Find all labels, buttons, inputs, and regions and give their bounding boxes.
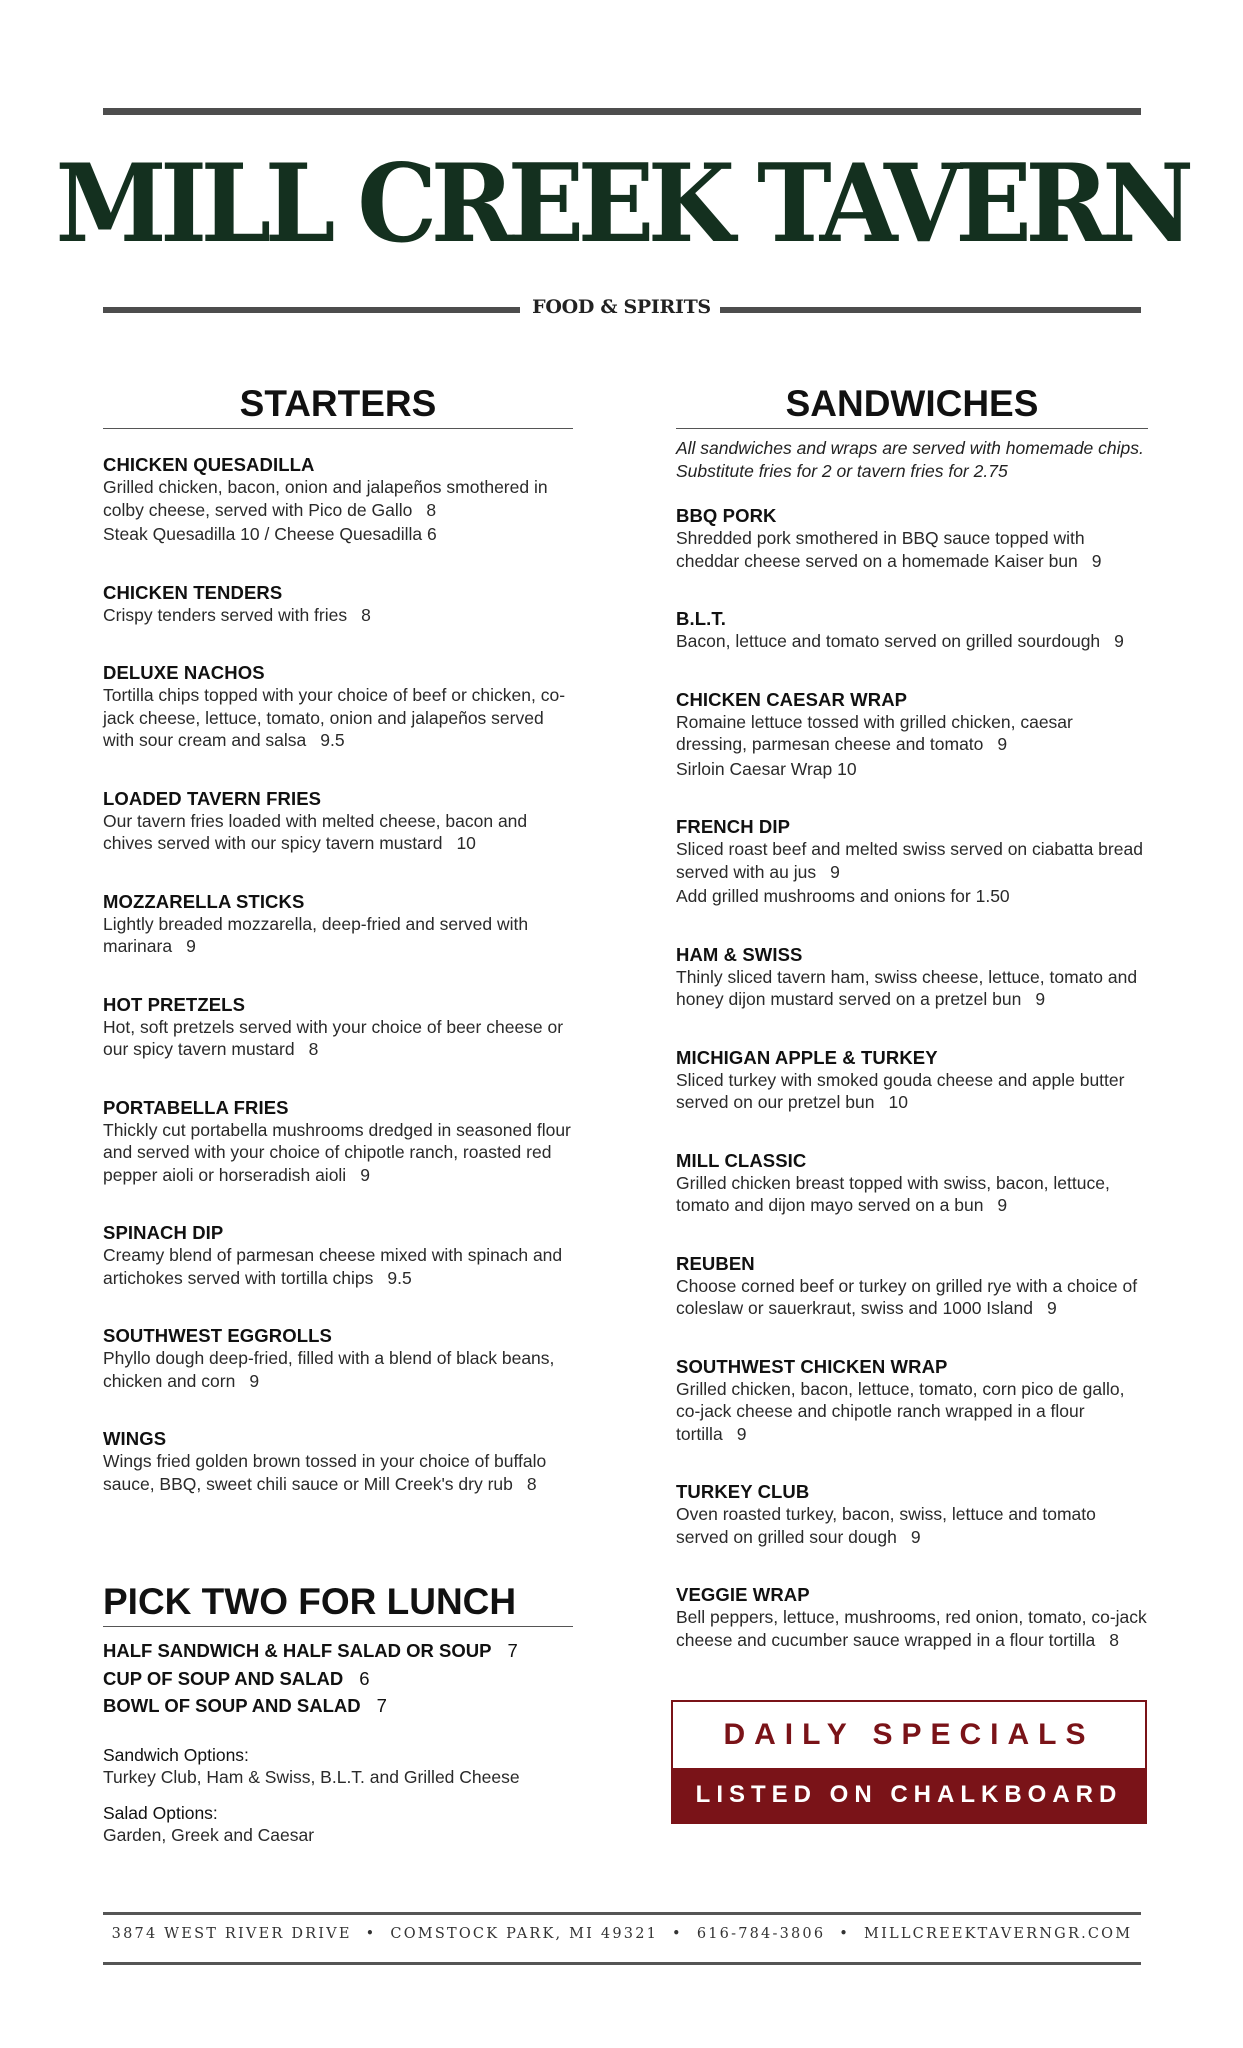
menu-item-name: CHICKEN TENDERS [103,581,283,603]
menu-item-price: 9.5 [320,730,345,750]
menu-item [103,891,573,958]
menu-item-extra: Sirloin Caesar Wrap 10 [676,758,857,779]
lunch-heading: PICK TWO FOR LUNCH [103,1583,573,1627]
menu-item-description [676,1172,1148,1217]
lunch-option-price: 6 [359,1667,370,1689]
menu-item-description-text: Phyllo dough deep-fried, filled with a blend of black beans, chicken and corn [103,1348,555,1391]
menu-item-description [676,630,1148,653]
menu-item-name: REUBEN [676,1252,755,1274]
menu-item-name: MOZZARELLA STICKS [103,890,305,912]
menu-item-price: 9 [1035,989,1046,1009]
menu-item-description-text: Shredded pork smothered in BBQ sauce topped with cheddar cheese served on a homemade Kaiser bun [676,528,1085,571]
salad-options-text: Garden, Greek and Caesar [103,1824,315,1845]
footer-rule-bottom [103,1962,1141,1965]
sandwiches-note: All sandwiches and wraps are served with homemade chips. Substitute fries for 2 or tavern fries for 2.75 [676,438,1144,481]
menu-item [103,788,573,855]
menu-item-price: 9.5 [387,1267,412,1288]
menu-item-name: DELUXE NACHOS [103,662,265,683]
menu-item-description-text: Tortilla chips topped with your choice of beef or chicken, co-jack cheese, lettuce, tomato, onion and jalapeños served with sour cream and salsa [103,685,566,750]
salad-options [103,1802,573,1846]
sandwich-options-label: Sandwich Options: [103,1744,249,1765]
menu-item-description [676,1378,1148,1446]
menu-item-price: 9 [997,1195,1008,1215]
menu-item-name: SPINACH DIP [103,1222,224,1243]
daily-specials-box [671,1700,1147,1824]
menu-item-description-text: Thinly sliced tavern ham, swiss cheese, lettuce, tomato and honey dijon mustard served on a pretzel bun [676,966,1138,1009]
menu-item-price: 8 [526,1473,537,1494]
menu-item [103,1428,573,1495]
lunch-rows [103,1637,573,1720]
menu-item-name: SOUTHWEST EGGROLLS [103,1325,332,1346]
top-rule [103,108,1141,115]
menu-item-description-text: Romaine lettuce tossed with grilled chicken, caesar dressing, parmesan cheese and tomato [676,711,1073,754]
menu-item-price: 9 [736,1423,747,1444]
menu-item [103,994,573,1061]
menu-item-name: TURKEY CLUB [676,1481,810,1502]
menu-item-description [676,1069,1148,1114]
menu-item-price: 9 [1091,550,1102,571]
menu-item-description [676,1606,1148,1651]
lunch-section [103,1583,573,1846]
menu-item-description [103,684,573,752]
menu-item-name: FRENCH DIP [676,816,791,837]
menu-item-description [676,1275,1148,1320]
lunch-option [103,1692,573,1720]
menu-item-extra: Steak Quesadilla 10 / Cheese Quesadilla 6 [103,524,437,544]
menu-item [676,944,1148,1011]
restaurant-title: MILL CREEK TAVERN [55,141,1188,267]
daily-specials-title: DAILY SPECIALS [723,1718,1095,1751]
menu-item [103,1325,573,1392]
menu-item-price: 9 [360,1164,370,1185]
subtitle-rule-left [103,307,520,313]
menu-item-price: 9 [1114,631,1124,651]
menu-item-description-text: Lightly breaded mozzarella, deep-fried and served with marinara [103,913,529,956]
menu-item-description [676,838,1148,883]
menu-item-description-text: Grilled chicken, bacon, onion and jalapeños smothered in colby cheese, served with Pico de Gallo [103,477,548,520]
menu-item-price: 9 [249,1370,260,1391]
menu-item-price: 9 [997,734,1008,754]
menu-item-name: HOT PRETZELS [103,993,246,1015]
lunch-option-name: HALF SANDWICH & HALF SALAD OR SOUP [103,1640,492,1661]
menu-item [676,608,1148,653]
starters-list [103,454,573,1495]
footer-address: 3874 WEST RIVER DRIVE [111,1926,352,1942]
footer-city: COMSTOCK PARK, MI 49321 [390,1926,659,1942]
menu-item-description [103,1119,573,1187]
footer-website: MILLCREEKTAVERNGR.COM [864,1926,1133,1942]
menu-item-description [676,966,1148,1011]
menu-item-description-text: Bacon, lettuce and tomato served on grilled sourdough [676,631,1101,651]
menu-item-extra: Add grilled mushrooms and onions for 1.50 [676,886,1010,906]
menu-item-name: LOADED TAVERN FRIES [103,787,322,809]
menu-item-description-text: Choose corned beef or turkey on grilled rye with a choice of coleslaw or sauerkraut, swiss and 1000 Island [676,1275,1138,1318]
menu-item-description-text: Thickly cut portabella mushrooms dredged in seasoned flour and served with your choice of chipotle ranch, roasted red pepper aioli or horseradish aioli [103,1119,571,1185]
subtitle: FOOD & SPIRITS [532,296,711,318]
menu-item [103,1097,573,1187]
menu-item [676,505,1148,572]
starters-heading: STARTERS [103,385,573,429]
subtitle-row [103,296,1141,324]
lunch-option-price: 7 [376,1695,387,1716]
menu-item-name: CHICKEN QUESADILLA [103,454,315,475]
menu-item-name: SOUTHWEST CHICKEN WRAP [676,1355,948,1377]
menu-item-price: 9 [186,936,196,956]
menu-item-price: 8 [426,499,437,520]
lunch-option [103,1665,573,1693]
menu-item-name: CHICKEN CAESAR WRAP [676,688,908,710]
menu-item-price: 8 [361,604,371,625]
menu-item-description-text: Sliced turkey with smoked gouda cheese and apple butter served on our pretzel bun [676,1069,1125,1112]
menu-item-price: 9 [910,1526,921,1547]
footer-separator: • [365,1926,377,1942]
menu-item-description-text: Grilled chicken, bacon, lettuce, tomato, corn pico de gallo, co-jack cheese and chipotle ranch wrapped in a flour tortilla [676,1378,1125,1444]
menu-item-description [103,1016,573,1061]
menu-item-name: PORTABELLA FRIES [103,1096,289,1118]
menu-item-description-text: Crispy tenders served with fries [103,604,348,625]
menu-item-name: MILL CLASSIC [676,1149,807,1171]
menu-item-price: 10 [456,833,476,853]
menu-item-name: MICHIGAN APPLE & TURKEY [676,1046,938,1068]
sandwiches-list [676,505,1148,1651]
sandwich-options [103,1744,573,1788]
footer-separator: • [839,1926,851,1942]
menu-item-price: 8 [308,1039,319,1059]
menu-item-description [103,1244,573,1289]
lunch-option-name: BOWL OF SOUP AND SALAD [103,1695,361,1716]
sandwiches-section [676,385,1148,1651]
menu-item-description-text: Wings fried golden brown tossed in your choice of buffalo sauce, BBQ, sweet chili sauce or Mill Creek's dry rub [103,1451,547,1494]
menu-item-description [676,527,1148,572]
sandwich-options-text: Turkey Club, Ham & Swiss, B.L.T. and Grilled Cheese [103,1766,520,1787]
menu-item [103,454,573,546]
menu-item-description-text: Grilled chicken breast topped with swiss, bacon, lettuce, tomato and dijon mayo served on a bun [676,1172,1110,1215]
menu-item [676,1253,1148,1320]
menu-item-description-text: Our tavern fries loaded with melted cheese, bacon and chives served with our spicy tavern mustard [103,810,528,853]
footer [103,1926,1141,1942]
starters-section [103,385,573,1495]
menu-item-price: 9 [1047,1298,1057,1318]
menu-item-description [103,1347,573,1392]
subtitle-rule-right [720,307,1141,313]
menu-item-name: B.L.T. [676,608,726,629]
lunch-option-price: 7 [507,1640,518,1661]
menu-item-price: 9 [830,861,840,882]
menu-item-description [103,476,573,521]
lunch-option [103,1637,573,1665]
menu-item-description [103,810,573,855]
menu-item-name: VEGGIE WRAP [676,1584,810,1605]
footer-phone: 616-784-3806 [696,1926,826,1942]
menu-item-description-text: Oven roasted turkey, bacon, swiss, lettuce and tomato served on grilled sour dough [676,1504,1096,1547]
menu-item-description [676,1503,1148,1548]
menu-item [103,1222,573,1289]
menu-item-description [103,604,573,627]
menu-item [676,1150,1148,1217]
footer-separator: • [672,1926,683,1942]
menu-item-description [103,1450,573,1495]
menu-item [676,1047,1148,1114]
footer-rule-top [103,1912,1141,1915]
sandwiches-heading: SANDWICHES [676,385,1148,429]
menu-item [103,662,573,752]
menu-item-description-text: Bell peppers, lettuce, mushrooms, red onion, tomato, co-jack cheese and cucumber sauce wrapped in a flour tortilla [676,1607,1147,1650]
menu-item-name: WINGS [103,1428,167,1449]
menu-item [676,816,1148,908]
menu-item [676,1356,1148,1446]
menu-item [676,689,1148,781]
menu-item-name: HAM & SWISS [676,943,803,965]
menu-item-description-text: Creamy blend of parmesan cheese mixed with spinach and artichokes served with tortilla chips [103,1245,563,1288]
menu-item-name: BBQ PORK [676,505,777,526]
menu-item-description [103,913,573,958]
menu-item-price: 10 [888,1092,908,1112]
menu-item [676,1584,1148,1651]
daily-specials-subtitle: LISTED ON CHALKBOARD [673,1768,1145,1822]
salad-options-label: Salad Options: [103,1802,218,1823]
menu-item-description [676,711,1148,756]
menu-item [103,582,573,627]
menu-item-description-text: Hot, soft pretzels served with your choice of beer cheese or our spicy tavern mustard [103,1016,564,1059]
lunch-option-name: CUP OF SOUP AND SALAD [103,1667,344,1689]
menu-item-description-text: Sliced roast beef and melted swiss served on ciabatta bread served with au jus [676,839,1143,882]
menu-item [676,1481,1148,1548]
menu-item-price: 8 [1109,1629,1119,1650]
